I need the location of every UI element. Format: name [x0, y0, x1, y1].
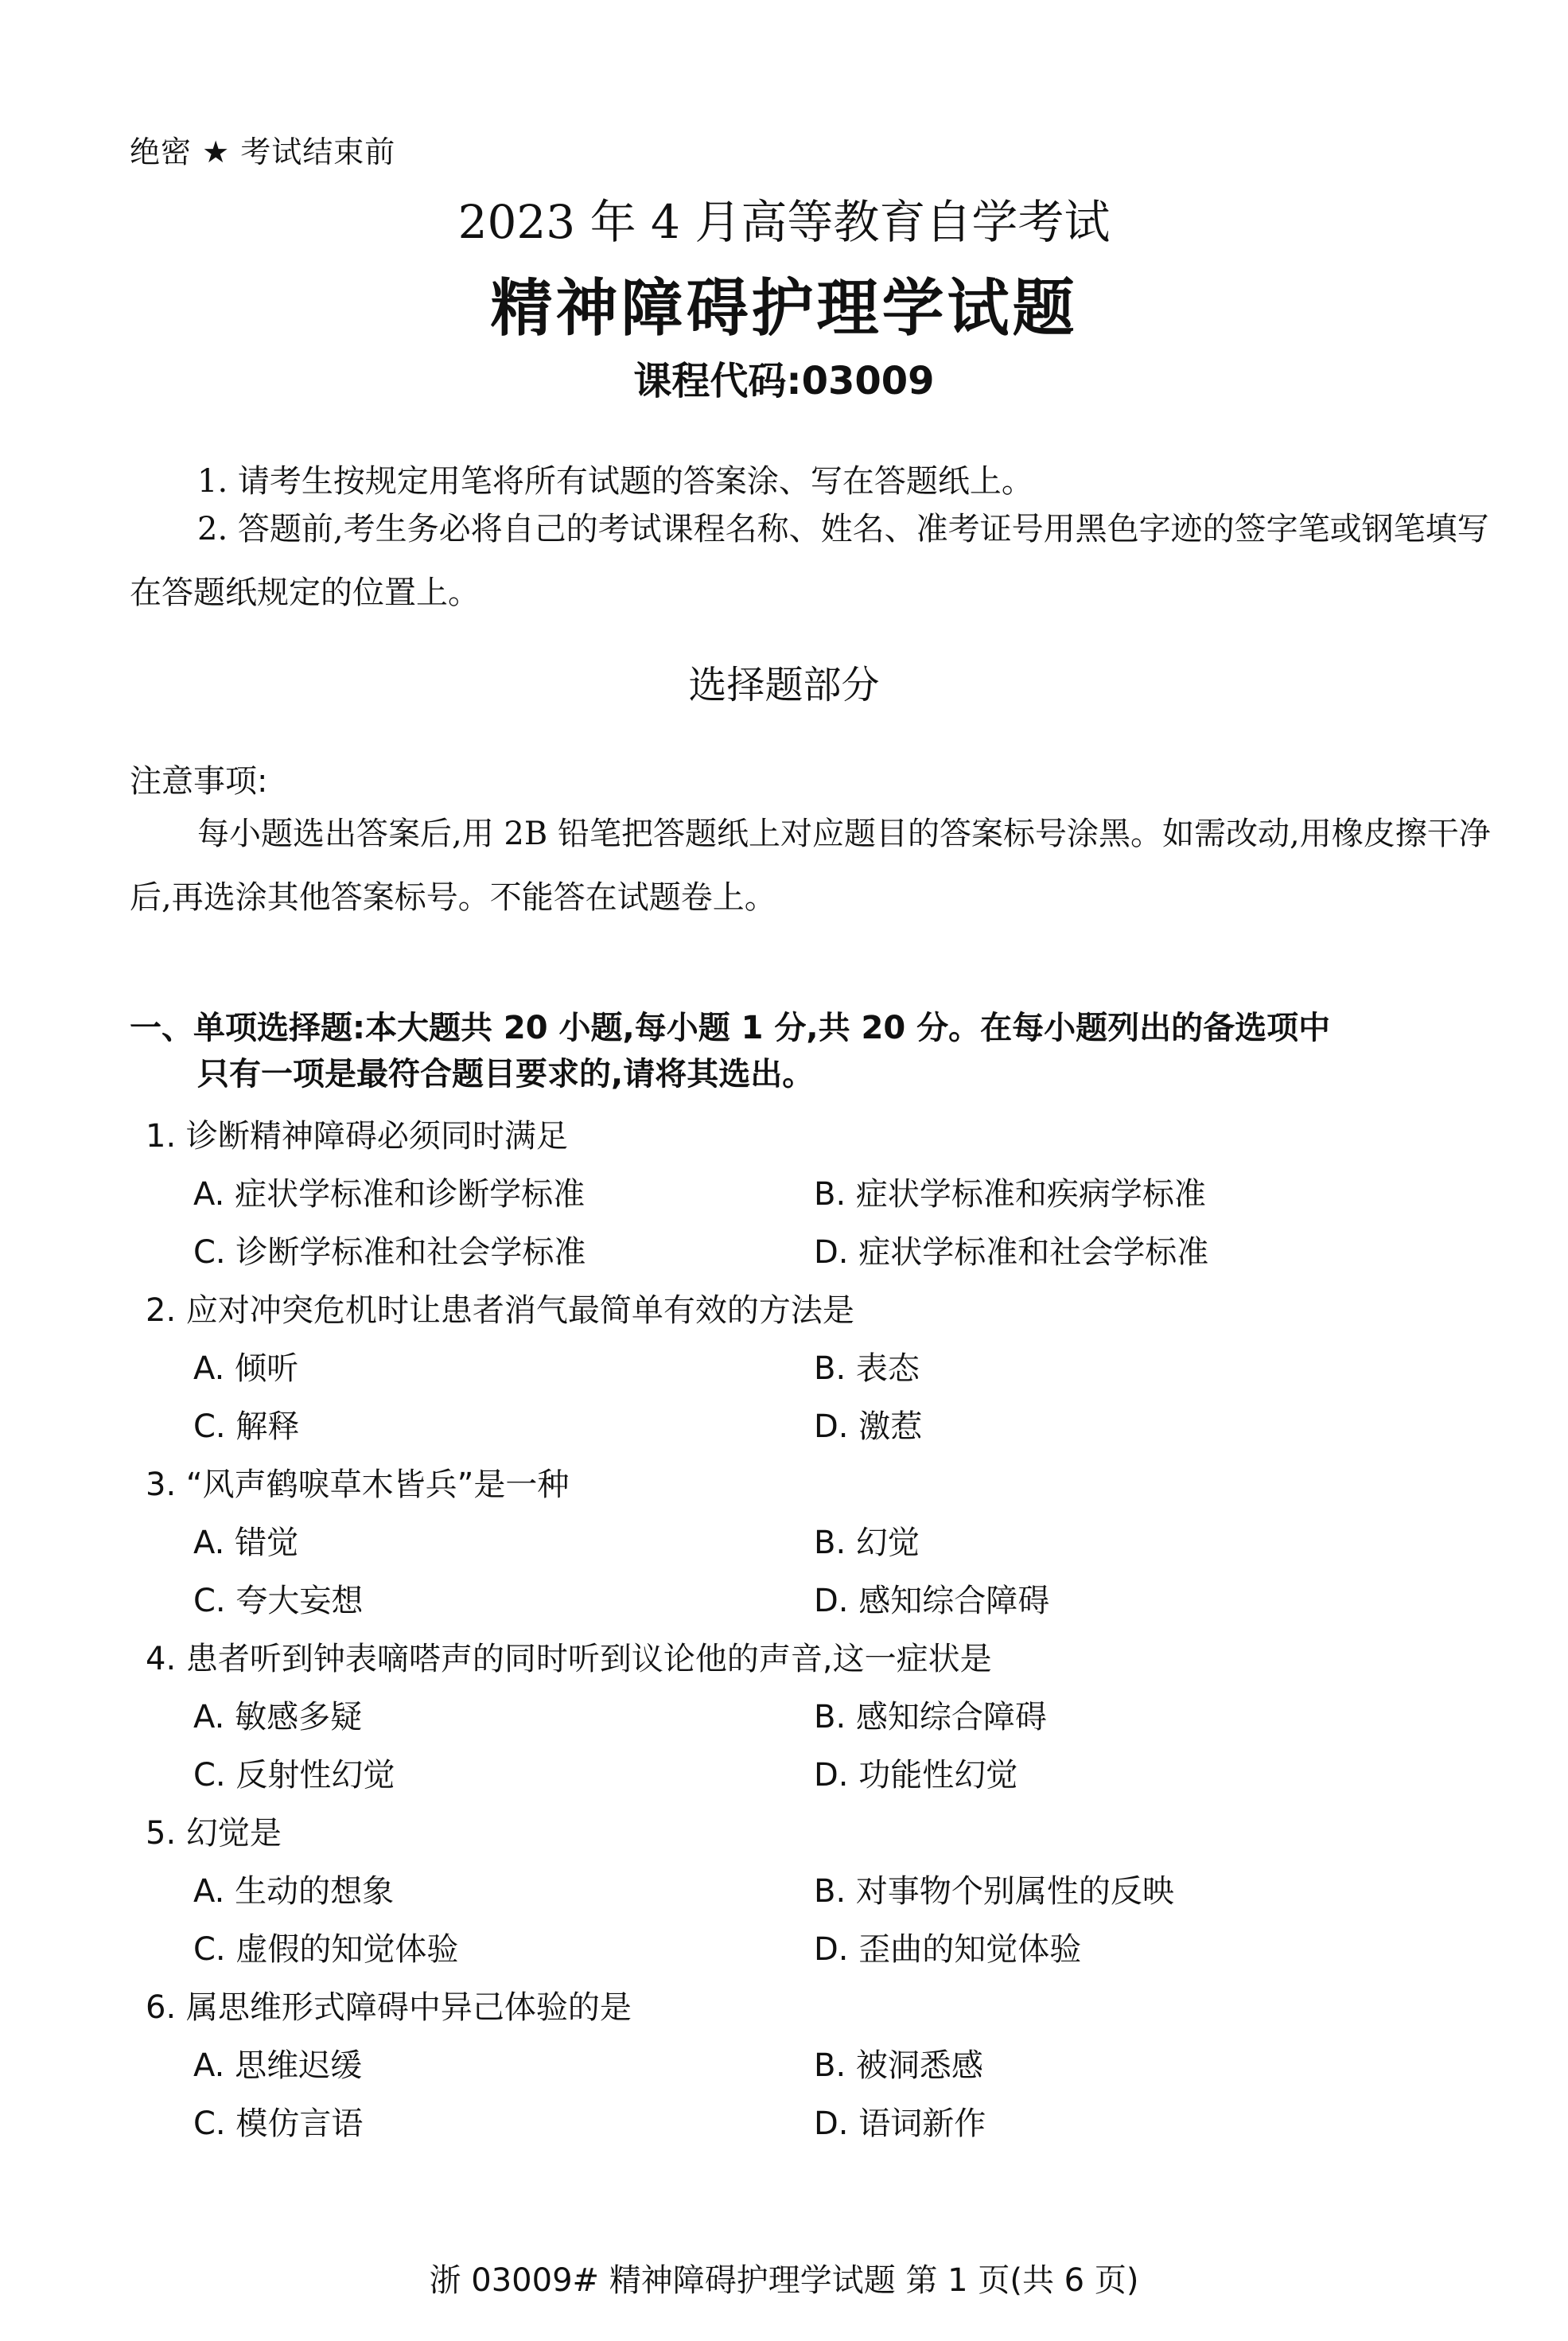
question-4	[146, 1630, 1514, 1805]
question-stem: 2. 应对冲突危机时让患者消气最简单有效的方法是	[146, 1292, 854, 1329]
option-d: D. 激惹	[814, 1408, 923, 1445]
page-footer: 浙 03009# 精神障碍护理学试题 第 1 页(共 6 页)	[429, 2262, 1139, 2299]
option-a: A. 思维迟缓	[193, 2047, 363, 2084]
option-c: C. 解释	[193, 1408, 300, 1445]
option-a: A. 敏感多疑	[193, 1699, 363, 1735]
confidential-label: 绝密 ★ 考试结束前	[130, 134, 396, 169]
option-b: B. 表态	[814, 1350, 920, 1387]
instruction-1: 1. 请考生按规定用笔将所有试题的答案涂、写在答题纸上。	[197, 463, 1033, 500]
question-3	[146, 1456, 1514, 1630]
question-6	[146, 1979, 1514, 2153]
question-stem: 6. 属思维形式障碍中异己体验的是	[146, 1989, 632, 2026]
course-code: 课程代码:03009	[633, 359, 935, 403]
option-b: B. 被洞悉感	[814, 2047, 983, 2084]
instruction-2: 2. 答题前,考生务必将自己的考试课程名称、姓名、准考证号用黑色字迹的签字笔或钢笔填写在答题纸规定的位置上。	[130, 511, 1489, 611]
paper-title: 精神障碍护理学试题	[490, 273, 1078, 345]
option-b: B. 症状学标准和疾病学标准	[814, 1176, 1206, 1213]
option-c: C. 虚假的知觉体验	[193, 1931, 459, 1968]
option-a: A. 倾听	[193, 1350, 299, 1387]
exam-title: 2023 年 4 月高等教育自学考试	[457, 195, 1111, 249]
option-d: D. 歪曲的知觉体验	[814, 1931, 1082, 1968]
option-a: A. 错觉	[193, 1525, 299, 1561]
part-one-heading-line2: 只有一项是最符合题目要求的,请将其选出。	[197, 1056, 815, 1093]
option-b: B. 感知综合障碍	[814, 1699, 1047, 1735]
part-one-heading	[130, 1005, 1522, 1097]
option-d: D. 功能性幻觉	[814, 1757, 1018, 1794]
option-c: C. 诊断学标准和社会学标准	[193, 1234, 586, 1271]
option-b: B. 幻觉	[814, 1525, 920, 1561]
option-d: D. 感知综合障碍	[814, 1583, 1050, 1619]
question-stem: 1. 诊断精神障碍必须同时满足	[146, 1118, 568, 1155]
question-stem: 4. 患者听到钟表嘀嗒声的同时听到议论他的声音,这一症状是	[146, 1641, 992, 1677]
option-c: C. 模仿言语	[193, 2105, 364, 2142]
notice-label: 注意事项:	[130, 763, 268, 800]
option-a: A. 生动的想象	[193, 1873, 395, 1910]
option-d: D. 语词新作	[814, 2105, 986, 2142]
section-title: 选择题部分	[688, 663, 880, 707]
question-5	[146, 1805, 1514, 1979]
question-2	[146, 1282, 1514, 1456]
option-c: C. 夸大妄想	[193, 1583, 364, 1619]
question-1	[146, 1108, 1514, 1282]
question-list	[146, 1108, 1514, 2153]
part-one-heading-line1: 一、单项选择题:本大题共 20 小题,每小题 1 分,共 20 分。在每小题列出的备选项中	[130, 1010, 1331, 1046]
option-b: B. 对事物个别属性的反映	[814, 1873, 1174, 1910]
option-a: A. 症状学标准和诊断学标准	[193, 1176, 586, 1213]
option-d: D. 症状学标准和社会学标准	[814, 1234, 1209, 1271]
question-stem: 3. “风声鹤唳草木皆兵”是一种	[146, 1467, 570, 1503]
option-c: C. 反射性幻觉	[193, 1757, 395, 1794]
question-stem: 5. 幻觉是	[146, 1815, 282, 1852]
notice-text: 每小题选出答案后,用 2B 铅笔把答题纸上对应题目的答案标号涂黑。如需改动,用橡皮擦干净后,再选涂其他答案标号。不能答在试题卷上。	[130, 816, 1491, 916]
